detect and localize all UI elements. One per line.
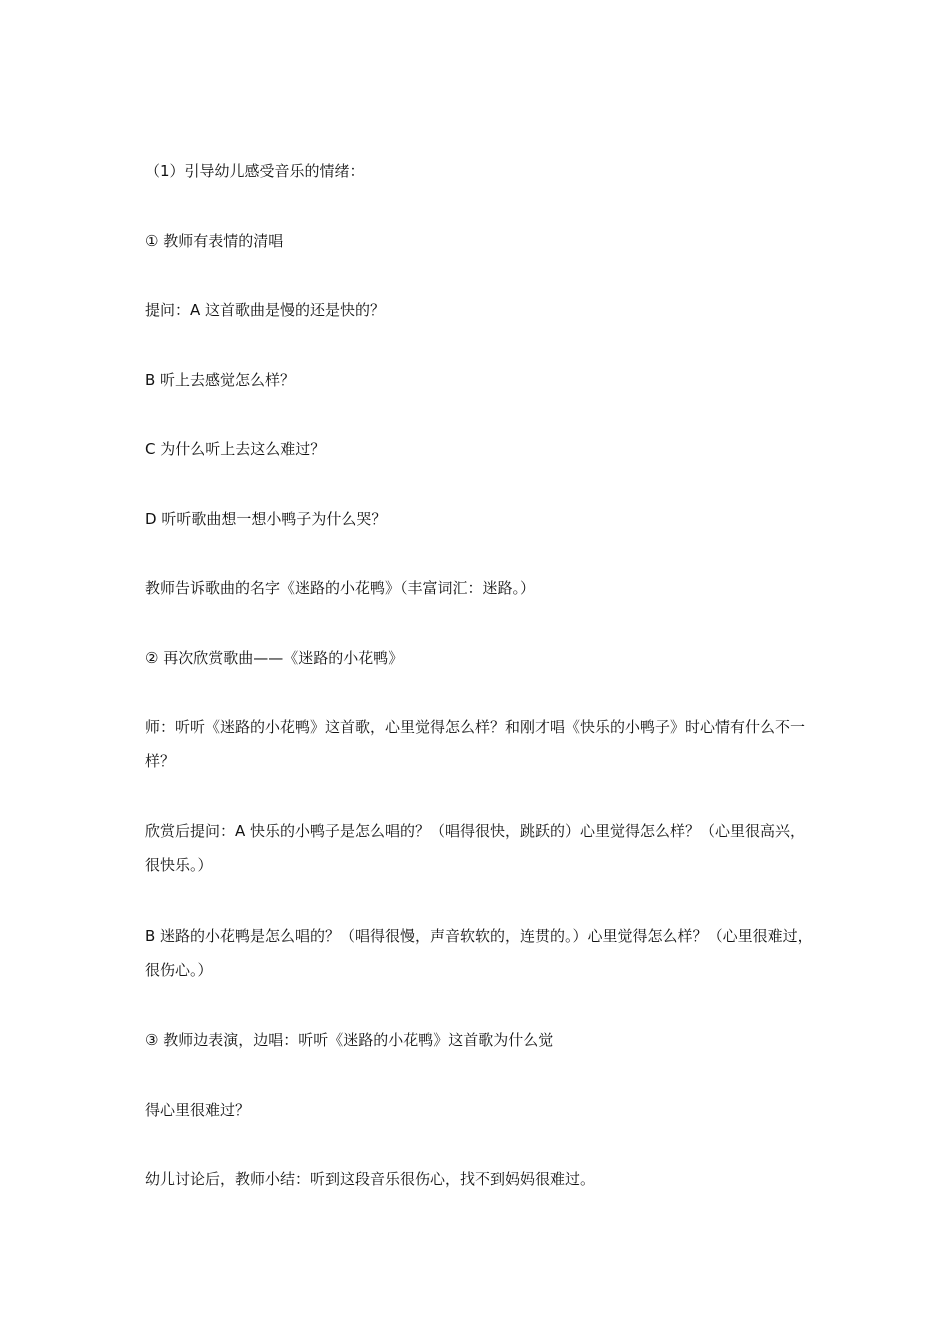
song-name-paragraph: 教师告诉歌曲的名字《迷路的小花鸭》（丰富词汇：迷路。） <box>145 579 536 597</box>
question-d: D 听听歌曲想一想小鸭子为什么哭？ <box>145 510 387 528</box>
teacher-question-paragraph: 师：听听《迷路的小花鸭》这首歌，心里觉得怎么样？和刚才唱《快乐的小鸭子》时心情有什么不一样？ <box>145 718 806 770</box>
step-3-heading: ③ 教师边表演，边唱：听听《迷路的小花鸭》这首歌为什么觉 <box>145 1031 554 1049</box>
question-a: 提问：A 这首歌曲是慢的还是快的？ <box>145 301 386 319</box>
question-c: C 为什么听上去这么难过？ <box>145 440 326 458</box>
appreciation-question-a: 欣赏后提问：A 快乐的小鸭子是怎么唱的？（唱得很快，跳跃的）心里觉得怎么样？（心里很高兴，很快乐。） <box>145 822 806 874</box>
step-3-continuation: 得心里很难过？ <box>145 1101 251 1119</box>
step-1-heading: ① 教师有表情的清唱 <box>145 232 284 250</box>
appreciation-question-b: B 迷路的小花鸭是怎么唱的？（唱得很慢，声音软软的，连贯的。）心里觉得怎么样？（心里很难过，很伤心。） <box>145 927 813 979</box>
question-b: B 听上去感觉怎么样？ <box>145 371 296 389</box>
section-heading: （1）引导幼儿感受音乐的情绪： <box>145 162 365 180</box>
step-2-heading: ② 再次欣赏歌曲——《迷路的小花鸭》 <box>145 649 404 667</box>
summary-paragraph: 幼儿讨论后，教师小结：听到这段音乐很伤心，找不到妈妈很难过。 <box>145 1170 596 1188</box>
